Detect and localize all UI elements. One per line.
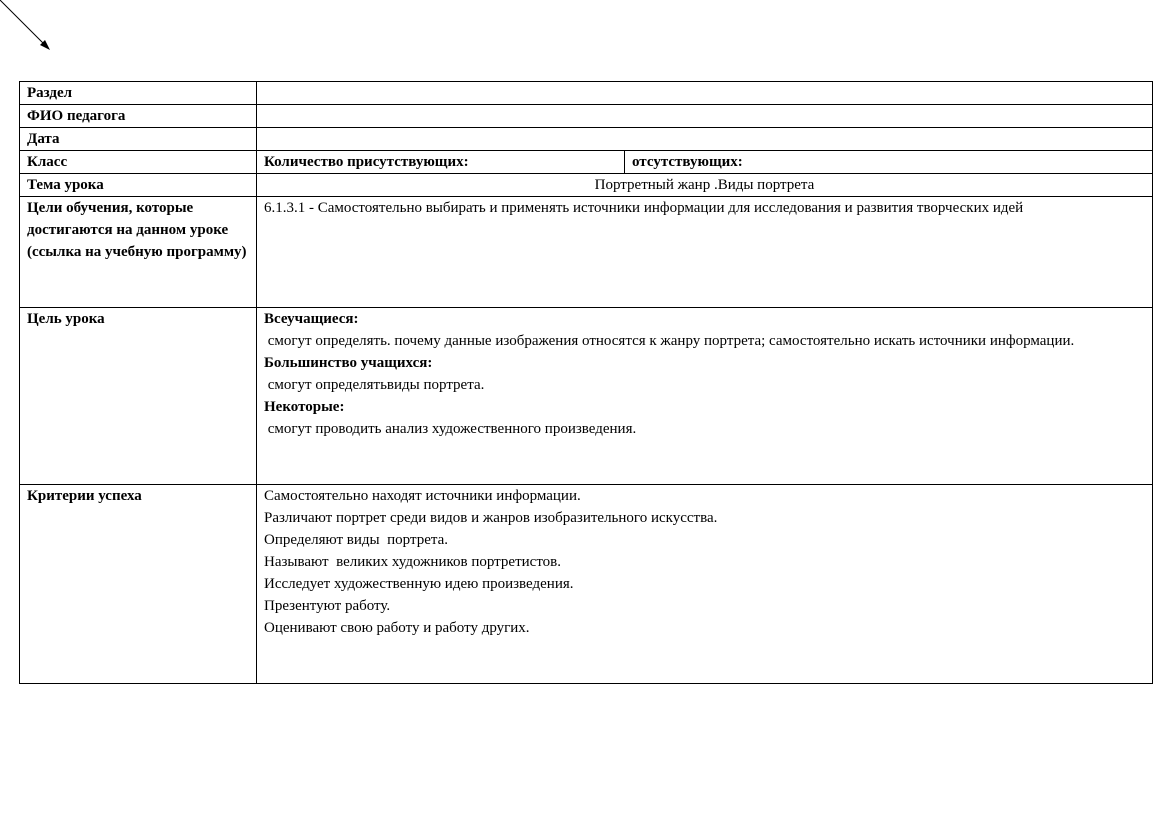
learning-objectives-value: 6.1.3.1 - Самостоятельно выбирать и применять источники информации для исследования и развития творческих идей	[257, 197, 1153, 308]
table-row	[20, 174, 1153, 197]
lesson-plan-table	[19, 81, 1153, 684]
present-count-label: Количество присутствующих:	[257, 151, 625, 174]
success-criteria-value	[257, 485, 1153, 684]
section-value[interactable]	[257, 82, 1153, 105]
date-label: Дата	[20, 128, 257, 151]
most-students-text: смогут определятьвиды портрета.	[264, 377, 485, 393]
learning-objectives-label: Цели обучения, которые достигаются на данном уроке (ссылка на учебную программу)	[20, 197, 257, 308]
table-row	[20, 485, 1153, 684]
teacher-label: ФИО педагога	[20, 105, 257, 128]
criteria-item: Оценивают свою работу и работу других.	[264, 620, 530, 636]
most-students-heading: Большинство учащихся:	[264, 355, 433, 371]
table-row	[20, 308, 1153, 485]
some-students-text: смогут проводить анализ художественного произведения.	[264, 421, 637, 437]
topic-label: Тема урока	[20, 174, 257, 197]
lesson-goal-value	[257, 308, 1153, 485]
success-criteria-label: Критерии успеха	[20, 485, 257, 684]
absent-count-label: отсутствующих:	[625, 151, 1153, 174]
criteria-item: Определяют виды портрета.	[264, 532, 448, 548]
topic-value: Портретный жанр .Виды портрета	[257, 174, 1153, 197]
table-row	[20, 128, 1153, 151]
section-label: Раздел	[20, 82, 257, 105]
table-row	[20, 151, 1153, 174]
arrow-icon	[0, 0, 60, 60]
all-students-text: смогут определять. почему данные изображения относятся к жанру портрета; самостоятельно искать источники информации.	[264, 333, 1075, 349]
table-row	[20, 82, 1153, 105]
date-value[interactable]	[257, 128, 1153, 151]
table-row	[20, 105, 1153, 128]
criteria-item: Презентуют работу.	[264, 598, 391, 614]
table-row	[20, 197, 1153, 308]
class-label: Класс	[20, 151, 257, 174]
all-students-heading: Всеучащиеся:	[264, 311, 359, 327]
criteria-item: Исследует художественную идею произведения.	[264, 576, 574, 592]
criteria-item: Называют великих художников портретистов.	[264, 554, 562, 570]
lesson-goal-label: Цель урока	[20, 308, 257, 485]
some-students-heading: Некоторые:	[264, 399, 345, 415]
criteria-item: Самостоятельно находят источники информации.	[264, 488, 581, 504]
teacher-value[interactable]	[257, 105, 1153, 128]
criteria-item: Различают портрет среди видов и жанров изобразительного искусства.	[264, 510, 718, 526]
